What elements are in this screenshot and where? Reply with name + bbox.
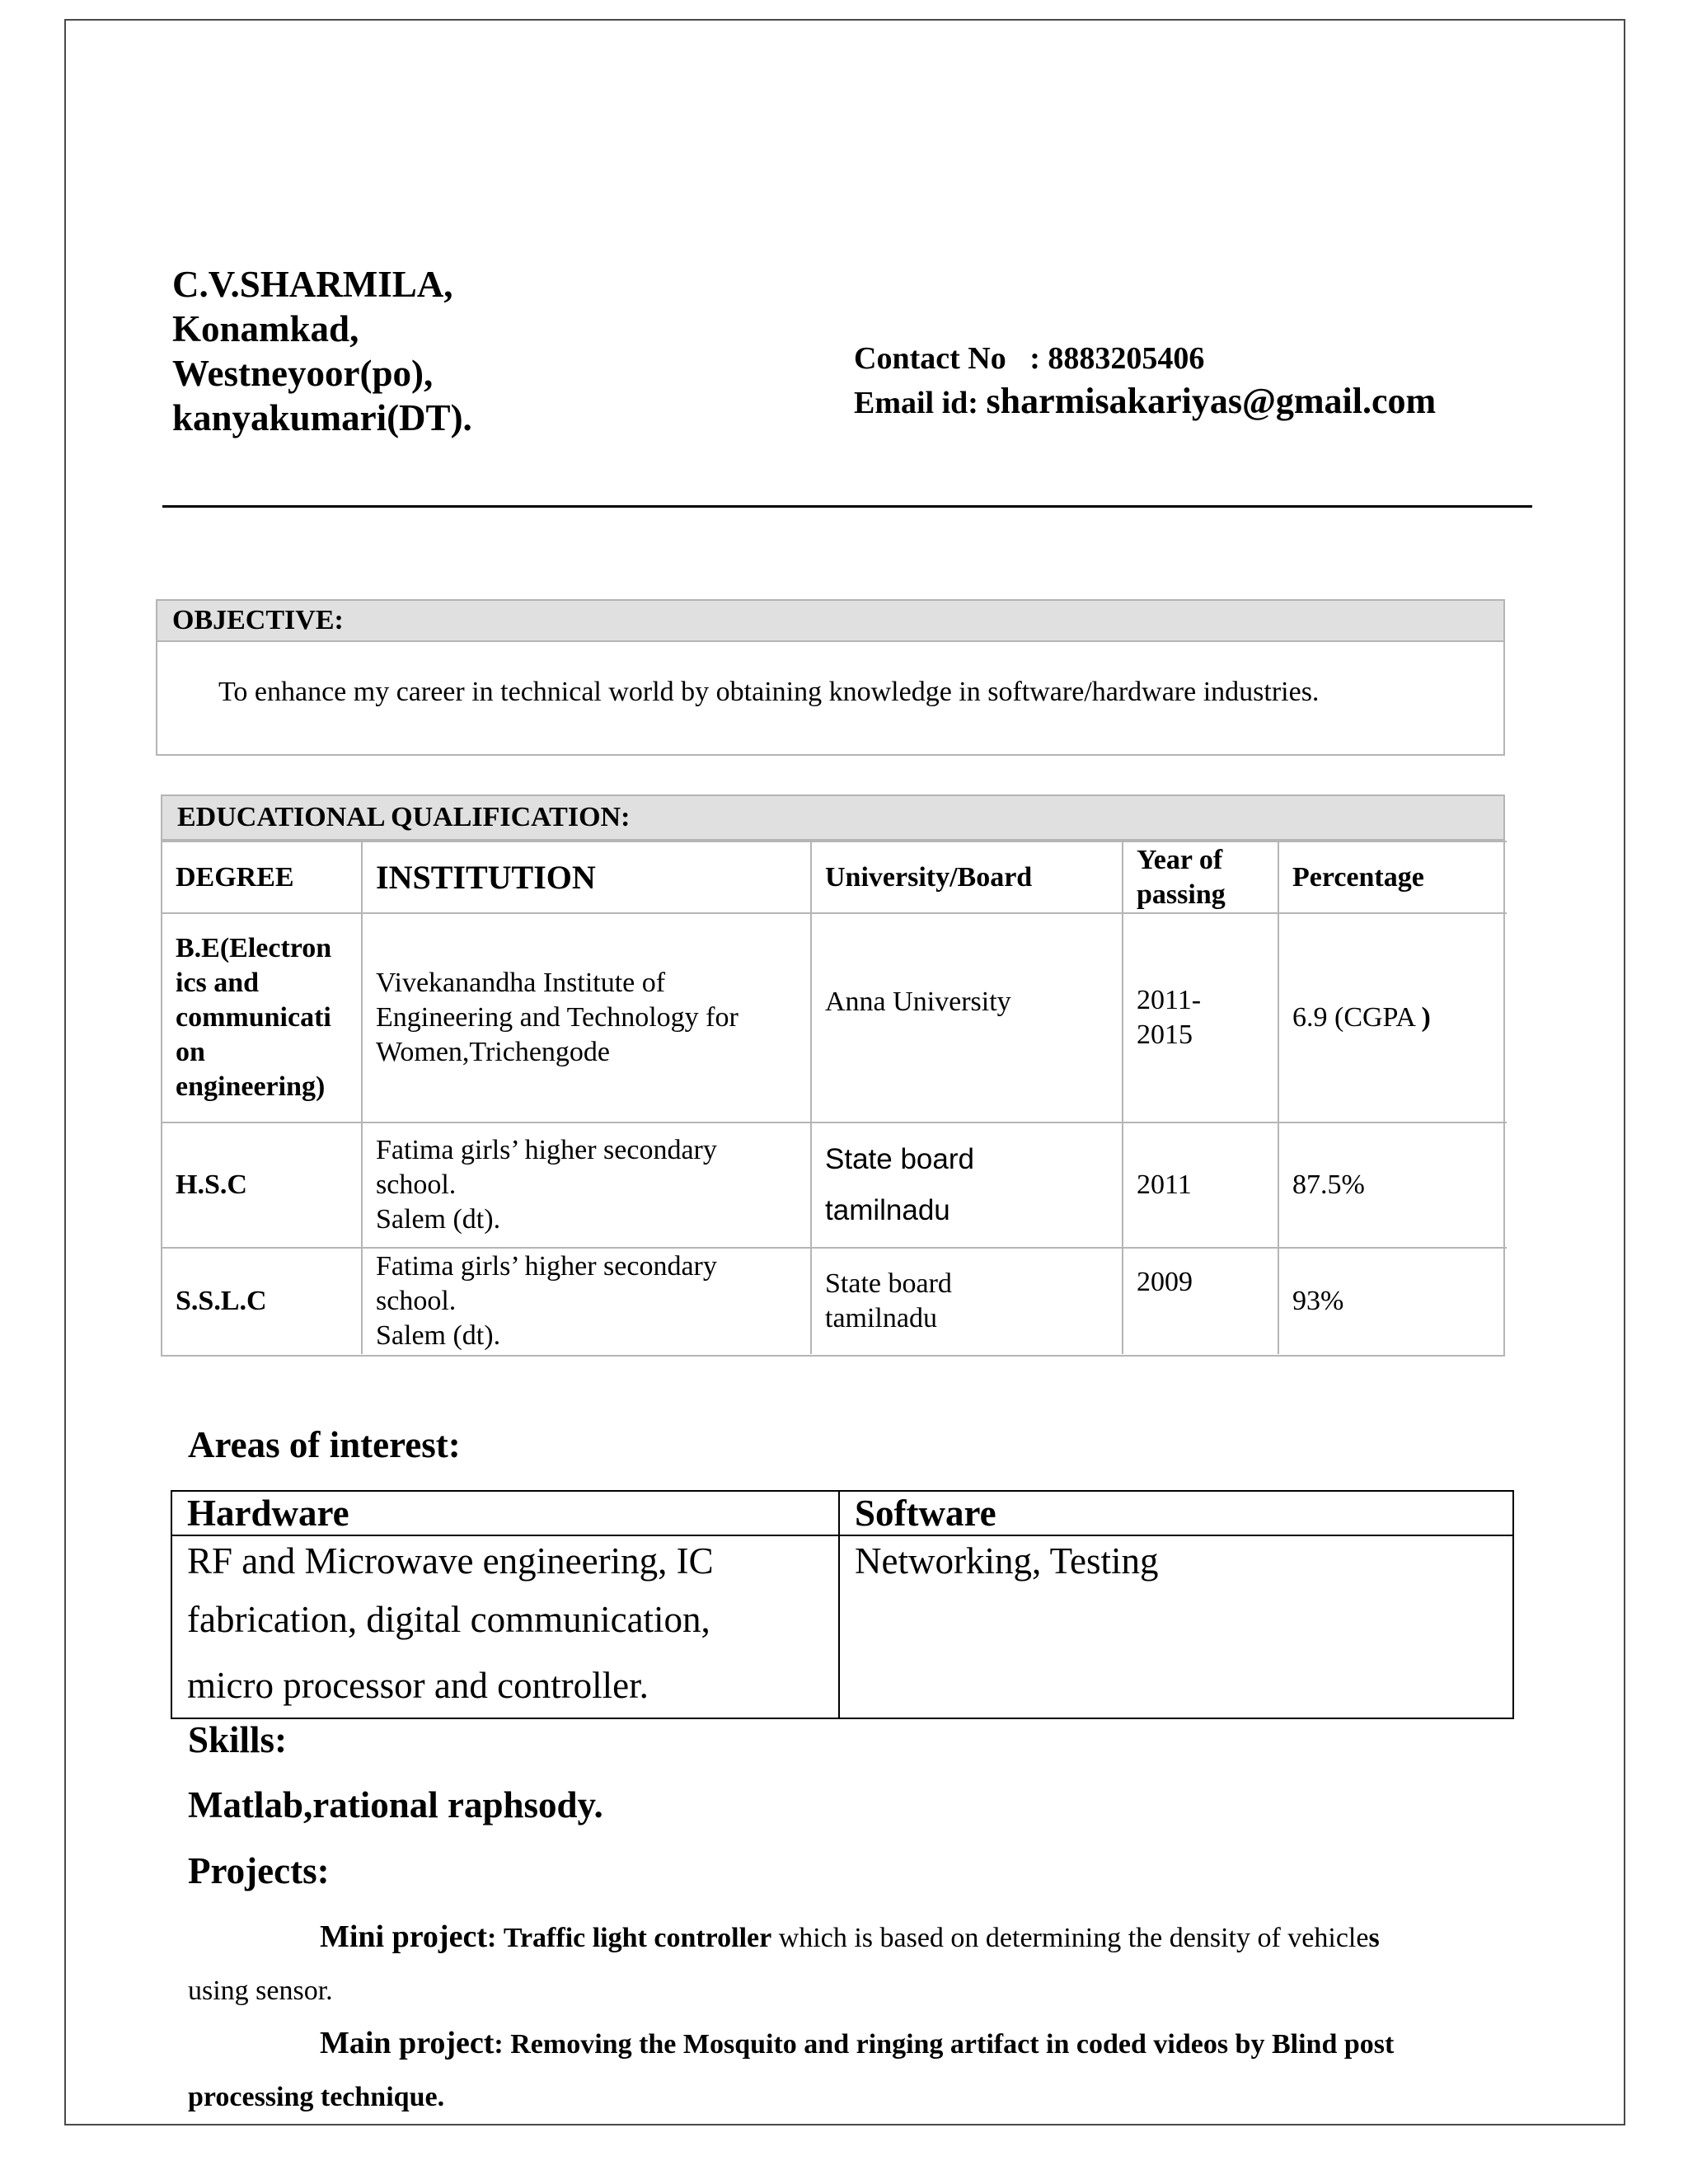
- cell-line: school.: [376, 1169, 457, 1200]
- board-cell: [811, 913, 1123, 1122]
- applicant-name: C.V.SHARMILA,: [172, 264, 453, 305]
- cell-line: engineering): [176, 1071, 326, 1102]
- objective-heading: OBJECTIVE:: [157, 601, 1503, 642]
- email-row: [854, 380, 1436, 424]
- table-row: [162, 1248, 1507, 1354]
- cell-line: ics and: [176, 968, 260, 998]
- year-cell: [1123, 913, 1278, 1122]
- table-row: [162, 1122, 1507, 1248]
- board-cell: [811, 1122, 1123, 1248]
- software-cell: Networking, Testing: [839, 1535, 1513, 1718]
- contact-label: Contact No :: [854, 341, 1040, 376]
- cell-line: Salem (dt).: [376, 1204, 501, 1235]
- education-table: [162, 841, 1507, 1354]
- cell-line: tamilnadu: [825, 1303, 937, 1333]
- areas-table: [171, 1490, 1514, 1719]
- cell-line: ): [1421, 1002, 1431, 1033]
- address-line: Westneyoor(po),: [172, 353, 434, 394]
- degree-cell: [162, 913, 362, 1122]
- contact-block: [854, 337, 1436, 424]
- institution-cell: [362, 913, 811, 1122]
- cell-line: State board: [825, 1143, 974, 1175]
- cell-line: B.E(Electron: [176, 933, 332, 963]
- address-line: kanyakumari(DT).: [172, 397, 472, 438]
- email-label: Email id:: [854, 386, 978, 420]
- cell-line: communicati: [176, 1002, 331, 1033]
- cell-line: Vivekanandha Institute of: [376, 968, 666, 998]
- label-colon: :: [494, 2029, 504, 2060]
- cell-line: Engineering and Technology for: [376, 1002, 738, 1033]
- table-row: [162, 913, 1507, 1122]
- address-block: [172, 262, 472, 440]
- year-cell: 2009: [1123, 1248, 1278, 1354]
- hardware-cell: [171, 1535, 839, 1718]
- cell-line: Women,Trichengode: [376, 1037, 611, 1067]
- cell-line: RF and Microwave engineering, IC: [187, 1540, 714, 1582]
- percentage-cell: 87.5%: [1278, 1122, 1507, 1248]
- percentage-cell: [1278, 913, 1507, 1122]
- percentage-cell: 93%: [1278, 1248, 1507, 1354]
- cell-line: fabrication, digital communication,: [187, 1599, 710, 1640]
- desc-char: s: [1368, 1923, 1380, 1953]
- main-project-title: Removing the Mosquito and ringing artifact in coded videos by Blind post: [510, 2029, 1395, 2060]
- skills-heading: Skills:: [188, 1719, 288, 1760]
- mini-project-title: Traffic light controller: [503, 1923, 772, 1953]
- objective-text: To enhance my career in technical world by obtaining knowledge in software/hardware industries.: [218, 677, 1320, 707]
- cell-line: 2011-: [1137, 985, 1202, 1015]
- objective-section: [156, 599, 1505, 756]
- areas-heading: Areas of interest:: [188, 1424, 461, 1465]
- projects-heading: Projects:: [188, 1850, 330, 1891]
- institution-cell: [362, 1122, 811, 1248]
- email-value[interactable]: sharmisakariyas@gmail.com: [986, 381, 1437, 421]
- main-project: [188, 2017, 1498, 2124]
- institution-cell: [362, 1248, 811, 1354]
- main-project-title-cont: processing technique.: [188, 2082, 445, 2112]
- board-cell: [811, 1248, 1123, 1354]
- mini-project-desc: which is based on determining the density of vehicle: [778, 1923, 1369, 1953]
- column-header: DEGREE: [162, 841, 362, 913]
- header-divider: [162, 505, 1532, 508]
- hardware-header: Hardware: [171, 1491, 839, 1535]
- address-line: Konamkad,: [172, 308, 359, 349]
- mini-project-label: Mini project: [320, 1919, 487, 1954]
- mini-project-desc-cont: using sensor.: [188, 1975, 333, 2006]
- year-cell: 2011: [1123, 1122, 1278, 1248]
- contact-row: [854, 337, 1436, 380]
- column-header: Percentage: [1278, 841, 1507, 913]
- degree-cell: H.S.C: [162, 1122, 362, 1248]
- column-header: INSTITUTION: [362, 841, 811, 913]
- education-section: [161, 794, 1505, 1357]
- main-project-label: Main project: [320, 2026, 495, 2060]
- cell-line: Salem (dt).: [376, 1320, 501, 1351]
- cell-line: 2015: [1137, 1019, 1193, 1050]
- cell-line: State board: [825, 1268, 952, 1299]
- cell-line: on: [176, 1037, 205, 1067]
- cell-line: Fatima girls’ higher secondary: [376, 1251, 717, 1282]
- cell-line: Anna University: [825, 987, 1011, 1017]
- degree-cell: S.S.L.C: [162, 1248, 362, 1354]
- table-header-row: [162, 841, 1507, 913]
- cell-line: Fatima girls’ higher secondary: [376, 1135, 717, 1165]
- skills-text: Matlab,rational raphsody.: [188, 1784, 603, 1825]
- contact-value: 8883205406: [1048, 341, 1205, 376]
- education-heading: EDUCATIONAL QUALIFICATION:: [162, 796, 1503, 841]
- cell-line: micro processor and controller.: [187, 1665, 649, 1706]
- column-header: University/Board: [811, 841, 1123, 913]
- software-header: Software: [839, 1491, 1513, 1535]
- cell-line: school.: [376, 1286, 457, 1316]
- label-colon: :: [486, 1923, 497, 1953]
- cell-line: tamilnadu: [825, 1194, 950, 1226]
- mini-project: [188, 1910, 1498, 2018]
- column-header: Year of passing: [1123, 841, 1278, 913]
- cell-line: 6.9 (CGPA: [1292, 1002, 1422, 1033]
